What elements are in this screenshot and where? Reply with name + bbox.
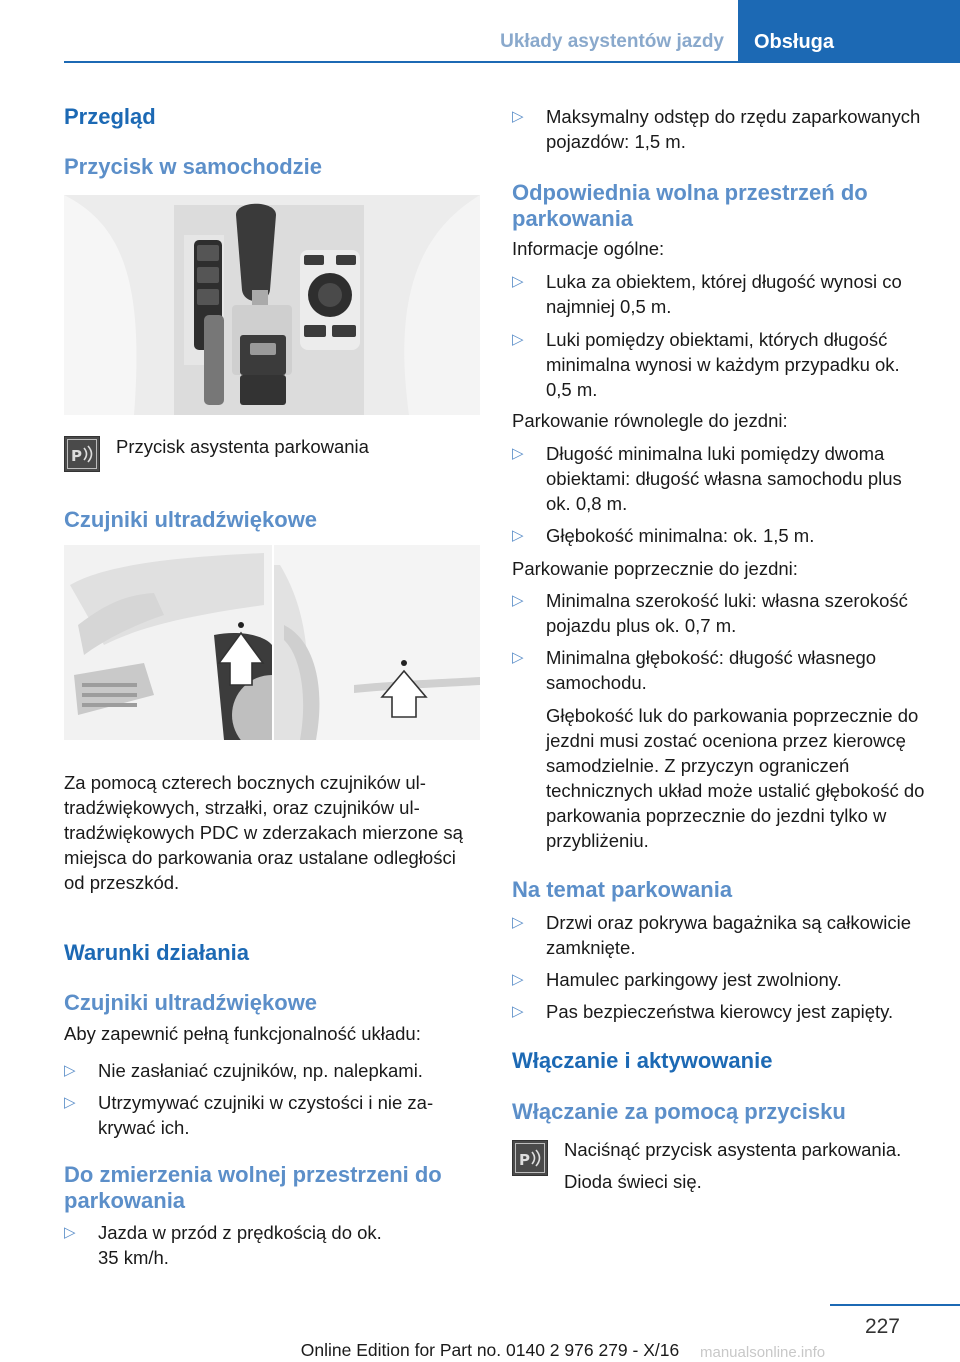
list-item: ▷ Nie zasłaniać czujników, np. nalepkami.	[64, 1060, 423, 1081]
bullet-triangle-icon: ▷	[64, 1224, 76, 1241]
conditions-intro: Aby zapewnić pełną funkcjonalność układu:	[64, 1023, 421, 1044]
heading-measure-space: Do zmierzenia wolnej przestrzeni do parkowania	[64, 1162, 442, 1213]
list-item: ▷ Pas bezpieczeństwa kierowcy jest zapięty.	[512, 1001, 894, 1022]
bullet-triangle-icon: ▷	[512, 592, 524, 609]
heading-about-parking: Na temat parkowania	[512, 877, 733, 902]
bullet-triangle-icon: ▷	[512, 445, 524, 462]
ultrasonic-sensors-photo	[64, 545, 480, 740]
center-console-illustration	[64, 195, 480, 415]
list-item: ▷ Maksymalny odstęp do rzędu zaparkowanych pojazdów: 1,5 m.	[512, 106, 921, 152]
bullet-triangle-icon: ▷	[512, 273, 524, 290]
heading-ultrasonic-sensors-2: Czujniki ultradźwiękowe	[64, 990, 318, 1015]
watermark: manualsonline.info	[700, 1344, 826, 1361]
bullet-triangle-icon: ▷	[512, 914, 524, 931]
list-item: ▷ Minimalna szerokość luki: własna szerokość pojazdu plus ok. 0,7 m.	[512, 590, 908, 636]
list-item: ▷ Luki pomiędzy obiektami, których długość minimalna wynosi w każdym przypadku ok. 0,5 m.	[512, 329, 900, 400]
list-item: ▷ Hamulec parkingowy jest zwolniony.	[512, 969, 842, 990]
bullet-triangle-icon: ▷	[64, 1062, 76, 1079]
list-item: ▷ Głębokość minimalna: ok. 1,5 m.	[512, 525, 815, 546]
parallel-parking-label: Parkowanie równolegle do jezdni:	[512, 410, 788, 431]
page-number: 227	[864, 1315, 900, 1338]
bullet-triangle-icon: ▷	[512, 331, 524, 348]
svg-text:P: P	[70, 446, 82, 465]
list-item: ▷ Utrzymywać czujniki w czystości i nie zakrywać ich.	[64, 1092, 434, 1138]
perpendicular-note: Głębokość luk do parkowania poprzecznie do jezdni musi zostać oceniona przez kierowcę samodzielnie. Z przyczyn ograniczeń technicznych układ może ustalić głębokość do parkowania poprzecznie do jezdni tylko w przybliżeniu.	[546, 705, 925, 851]
heading-switching-via-button: Włączanie za pomocą przycisku	[512, 1099, 846, 1124]
list-item: ▷ Jazda w przód z prędkością do ok. 35 km/h.	[64, 1222, 382, 1268]
bullet-triangle-icon: ▷	[512, 527, 524, 544]
parking-assistant-button-icon	[512, 1140, 548, 1176]
bullet-triangle-icon: ▷	[512, 108, 524, 125]
heading-suitable-space: Odpowiednia wolna przestrzeń do parkowania	[512, 180, 868, 231]
list-item: ▷ Drzwi oraz pokrywa bagażnika są całkowicie zamknięte.	[512, 912, 912, 958]
perpendicular-parking-label: Parkowanie poprzecznie do jezdni:	[512, 558, 798, 579]
sensors-description: Za pomocą czterech bocznych czujników ultradźwiękowych, strzałki, oraz czujników ultradźwiękowych PDC w zderzakach mierzone są miejsca do parkowania oraz ustalane odległości od przeszkód.	[64, 772, 463, 893]
heading-button-in-car: Przycisk w samochodzie	[64, 154, 322, 179]
header-rule	[64, 61, 960, 63]
footer-rule	[830, 1304, 960, 1306]
edition-line: Online Edition for Part no. 0140 2 976 279 - X/16	[300, 1340, 680, 1360]
switch-step: Naciśnąć przycisk asystenta parkowania.	[564, 1139, 902, 1160]
general-info-label: Informacje ogólne:	[512, 238, 665, 259]
heading-overview: Przegląd	[64, 104, 156, 129]
heading-operating-conditions: Warunki działania	[64, 940, 250, 965]
bullet-triangle-icon: ▷	[512, 971, 524, 988]
bullet-triangle-icon: ▷	[64, 1094, 76, 1111]
list-item: ▷ Długość minimalna luki pomiędzy dwoma obiektami: długość własna samochodu plus ok. 0,8 m.	[512, 443, 902, 514]
header-section-title: Układy asystentów jazdy	[500, 31, 724, 52]
switch-result: Dioda świeci się.	[564, 1171, 702, 1192]
heading-ultrasonic-sensors: Czujniki ultradźwiękowe	[64, 507, 318, 532]
center-console-photo	[64, 195, 480, 415]
bullet-triangle-icon: ▷	[512, 1003, 524, 1020]
car-sensor-illustration	[64, 545, 480, 740]
header-tab: Obsługa	[738, 0, 960, 62]
list-item: ▷ Luka za obiektem, której długość wynosi co najmniej 0,5 m.	[512, 271, 902, 317]
heading-switching-on: Włączanie i aktywowanie	[512, 1048, 773, 1073]
button-caption: Przycisk asystenta parkowania	[116, 436, 369, 457]
svg-text:P: P	[518, 1150, 530, 1169]
list-item: ▷ Minimalna głębokość: długość własnego samochodu.	[512, 647, 877, 693]
bullet-triangle-icon: ▷	[512, 649, 524, 666]
parking-assistant-button-icon	[64, 436, 100, 472]
